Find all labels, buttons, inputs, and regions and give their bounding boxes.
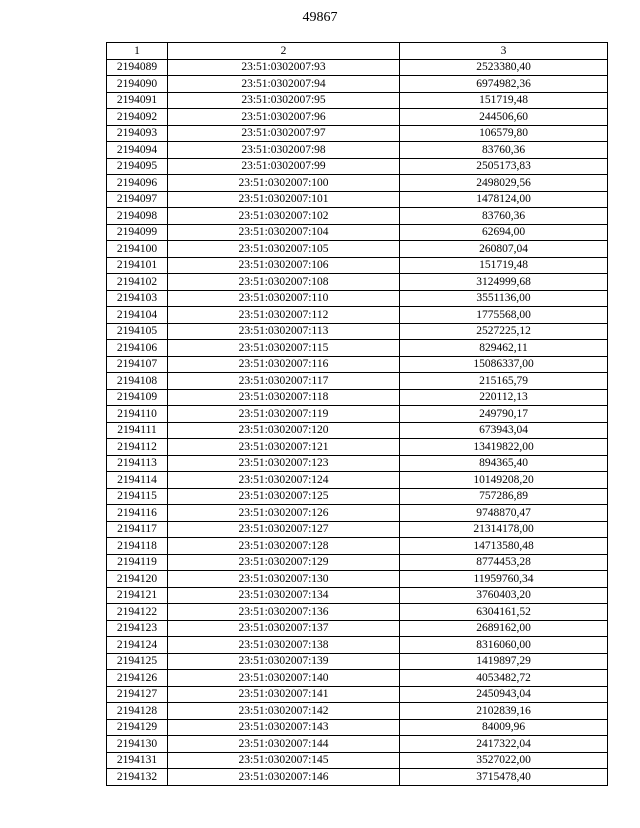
value-cell: 3527022,00 xyxy=(400,752,608,769)
table-row xyxy=(107,571,608,588)
row-number-cell: 2194103 xyxy=(107,290,168,307)
row-number-cell: 2194110 xyxy=(107,406,168,423)
table-row xyxy=(107,439,608,456)
value-cell: 894365,40 xyxy=(400,455,608,472)
row-number-cell: 2194100 xyxy=(107,241,168,258)
column-header-2: 2 xyxy=(168,43,400,60)
row-number-cell: 2194125 xyxy=(107,653,168,670)
value-cell: 1419897,29 xyxy=(400,653,608,670)
row-number-cell: 2194109 xyxy=(107,389,168,406)
table-row xyxy=(107,191,608,208)
value-cell: 2102839,16 xyxy=(400,703,608,720)
row-number-cell: 2194122 xyxy=(107,604,168,621)
row-number-cell: 2194117 xyxy=(107,521,168,538)
value-cell: 1775568,00 xyxy=(400,307,608,324)
cadastral-number-cell: 23:51:0302007:118 xyxy=(168,389,400,406)
value-cell: 6304161,52 xyxy=(400,604,608,621)
value-cell: 8316060,00 xyxy=(400,637,608,654)
value-cell: 3760403,20 xyxy=(400,587,608,604)
row-number-cell: 2194101 xyxy=(107,257,168,274)
row-number-cell: 2194126 xyxy=(107,670,168,687)
value-cell: 2498029,56 xyxy=(400,175,608,192)
table-row xyxy=(107,620,608,637)
row-number-cell: 2194131 xyxy=(107,752,168,769)
row-number-cell: 2194102 xyxy=(107,274,168,291)
cadastral-number-cell: 23:51:0302007:145 xyxy=(168,752,400,769)
table-row xyxy=(107,175,608,192)
cadastral-number-cell: 23:51:0302007:137 xyxy=(168,620,400,637)
value-cell: 9748870,47 xyxy=(400,505,608,522)
page-number: 49867 xyxy=(302,10,338,25)
value-cell: 2417322,04 xyxy=(400,736,608,753)
row-number-cell: 2194096 xyxy=(107,175,168,192)
data-table xyxy=(106,42,608,786)
cadastral-number-cell: 23:51:0302007:138 xyxy=(168,637,400,654)
row-number-cell: 2194097 xyxy=(107,191,168,208)
table-row xyxy=(107,274,608,291)
header-row xyxy=(107,43,608,60)
cadastral-number-cell: 23:51:0302007:123 xyxy=(168,455,400,472)
cadastral-number-cell: 23:51:0302007:120 xyxy=(168,422,400,439)
table-row xyxy=(107,208,608,225)
cadastral-number-cell: 23:51:0302007:99 xyxy=(168,158,400,175)
table-row xyxy=(107,406,608,423)
column-header-1: 1 xyxy=(107,43,168,60)
row-number-cell: 2194098 xyxy=(107,208,168,225)
table-row xyxy=(107,125,608,142)
value-cell: 220112,13 xyxy=(400,389,608,406)
cadastral-number-cell: 23:51:0302007:130 xyxy=(168,571,400,588)
row-number-cell: 2194113 xyxy=(107,455,168,472)
row-number-cell: 2194119 xyxy=(107,554,168,571)
row-number-cell: 2194115 xyxy=(107,488,168,505)
value-cell: 3551136,00 xyxy=(400,290,608,307)
row-number-cell: 2194123 xyxy=(107,620,168,637)
cadastral-number-cell: 23:51:0302007:119 xyxy=(168,406,400,423)
table-row xyxy=(107,422,608,439)
table-row xyxy=(107,521,608,538)
row-number-cell: 2194121 xyxy=(107,587,168,604)
row-number-cell: 2194092 xyxy=(107,109,168,126)
table-row xyxy=(107,554,608,571)
value-cell: 673943,04 xyxy=(400,422,608,439)
row-number-cell: 2194130 xyxy=(107,736,168,753)
value-cell: 10149208,20 xyxy=(400,472,608,489)
table-row xyxy=(107,637,608,654)
value-cell: 62694,00 xyxy=(400,224,608,241)
row-number-cell: 2194106 xyxy=(107,340,168,357)
cadastral-number-cell: 23:51:0302007:96 xyxy=(168,109,400,126)
table-row xyxy=(107,488,608,505)
row-number-cell: 2194094 xyxy=(107,142,168,159)
cadastral-number-cell: 23:51:0302007:108 xyxy=(168,274,400,291)
value-cell: 1478124,00 xyxy=(400,191,608,208)
table-row xyxy=(107,653,608,670)
cadastral-number-cell: 23:51:0302007:121 xyxy=(168,439,400,456)
cadastral-number-cell: 23:51:0302007:144 xyxy=(168,736,400,753)
cadastral-number-cell: 23:51:0302007:110 xyxy=(168,290,400,307)
cadastral-number-cell: 23:51:0302007:104 xyxy=(168,224,400,241)
value-cell: 2689162,00 xyxy=(400,620,608,637)
value-cell: 83760,36 xyxy=(400,142,608,159)
value-cell: 106579,80 xyxy=(400,125,608,142)
table-row xyxy=(107,158,608,175)
cadastral-number-cell: 23:51:0302007:101 xyxy=(168,191,400,208)
value-cell: 260807,04 xyxy=(400,241,608,258)
value-cell: 8774453,28 xyxy=(400,554,608,571)
table-row xyxy=(107,307,608,324)
value-cell: 151719,48 xyxy=(400,92,608,109)
table-row xyxy=(107,703,608,720)
cadastral-number-cell: 23:51:0302007:124 xyxy=(168,472,400,489)
cadastral-number-cell: 23:51:0302007:116 xyxy=(168,356,400,373)
value-cell: 83760,36 xyxy=(400,208,608,225)
value-cell: 215165,79 xyxy=(400,373,608,390)
cadastral-number-cell: 23:51:0302007:98 xyxy=(168,142,400,159)
table-row xyxy=(107,389,608,406)
row-number-cell: 2194108 xyxy=(107,373,168,390)
table-row xyxy=(107,241,608,258)
cadastral-number-cell: 23:51:0302007:93 xyxy=(168,59,400,76)
value-cell: 2505173,83 xyxy=(400,158,608,175)
cadastral-number-cell: 23:51:0302007:140 xyxy=(168,670,400,687)
table-row xyxy=(107,356,608,373)
table-row xyxy=(107,604,608,621)
table-row xyxy=(107,340,608,357)
cadastral-number-cell: 23:51:0302007:117 xyxy=(168,373,400,390)
cadastral-number-cell: 23:51:0302007:97 xyxy=(168,125,400,142)
row-number-cell: 2194093 xyxy=(107,125,168,142)
table-row xyxy=(107,109,608,126)
table-row xyxy=(107,752,608,769)
table-row xyxy=(107,719,608,736)
cadastral-number-cell: 23:51:0302007:128 xyxy=(168,538,400,555)
row-number-cell: 2194132 xyxy=(107,769,168,786)
table-row xyxy=(107,76,608,93)
value-cell: 4053482,72 xyxy=(400,670,608,687)
table-body xyxy=(107,59,608,785)
value-cell: 2527225,12 xyxy=(400,323,608,340)
row-number-cell: 2194111 xyxy=(107,422,168,439)
value-cell: 14713580,48 xyxy=(400,538,608,555)
table-row xyxy=(107,290,608,307)
value-cell: 2450943,04 xyxy=(400,686,608,703)
table-row xyxy=(107,257,608,274)
value-cell: 21314178,00 xyxy=(400,521,608,538)
row-number-cell: 2194090 xyxy=(107,76,168,93)
cadastral-number-cell: 23:51:0302007:142 xyxy=(168,703,400,720)
cadastral-number-cell: 23:51:0302007:112 xyxy=(168,307,400,324)
cadastral-number-cell: 23:51:0302007:126 xyxy=(168,505,400,522)
cadastral-number-cell: 23:51:0302007:141 xyxy=(168,686,400,703)
cadastral-number-cell: 23:51:0302007:134 xyxy=(168,587,400,604)
table-row xyxy=(107,59,608,76)
row-number-cell: 2194089 xyxy=(107,59,168,76)
cadastral-number-cell: 23:51:0302007:136 xyxy=(168,604,400,621)
value-cell: 829462,11 xyxy=(400,340,608,357)
value-cell: 757286,89 xyxy=(400,488,608,505)
row-number-cell: 2194124 xyxy=(107,637,168,654)
row-number-cell: 2194091 xyxy=(107,92,168,109)
value-cell: 151719,48 xyxy=(400,257,608,274)
row-number-cell: 2194104 xyxy=(107,307,168,324)
row-number-cell: 2194105 xyxy=(107,323,168,340)
cadastral-number-cell: 23:51:0302007:113 xyxy=(168,323,400,340)
value-cell: 3715478,40 xyxy=(400,769,608,786)
row-number-cell: 2194128 xyxy=(107,703,168,720)
cadastral-number-cell: 23:51:0302007:94 xyxy=(168,76,400,93)
value-cell: 11959760,34 xyxy=(400,571,608,588)
value-cell: 84009,96 xyxy=(400,719,608,736)
row-number-cell: 2194095 xyxy=(107,158,168,175)
table-row xyxy=(107,505,608,522)
table-row xyxy=(107,686,608,703)
table-header xyxy=(107,43,608,60)
value-cell: 3124999,68 xyxy=(400,274,608,291)
row-number-cell: 2194116 xyxy=(107,505,168,522)
cadastral-number-cell: 23:51:0302007:146 xyxy=(168,769,400,786)
table-row xyxy=(107,142,608,159)
row-number-cell: 2194129 xyxy=(107,719,168,736)
value-cell: 6974982,36 xyxy=(400,76,608,93)
cadastral-number-cell: 23:51:0302007:102 xyxy=(168,208,400,225)
table-row xyxy=(107,323,608,340)
cadastral-number-cell: 23:51:0302007:125 xyxy=(168,488,400,505)
row-number-cell: 2194114 xyxy=(107,472,168,489)
row-number-cell: 2194112 xyxy=(107,439,168,456)
table-row xyxy=(107,373,608,390)
cadastral-number-cell: 23:51:0302007:106 xyxy=(168,257,400,274)
table-row xyxy=(107,472,608,489)
value-cell: 249790,17 xyxy=(400,406,608,423)
value-cell: 13419822,00 xyxy=(400,439,608,456)
row-number-cell: 2194118 xyxy=(107,538,168,555)
table-row xyxy=(107,670,608,687)
cadastral-number-cell: 23:51:0302007:127 xyxy=(168,521,400,538)
table-row xyxy=(107,92,608,109)
row-number-cell: 2194099 xyxy=(107,224,168,241)
value-cell: 244506,60 xyxy=(400,109,608,126)
cadastral-number-cell: 23:51:0302007:100 xyxy=(168,175,400,192)
cadastral-number-cell: 23:51:0302007:95 xyxy=(168,92,400,109)
cadastral-number-cell: 23:51:0302007:115 xyxy=(168,340,400,357)
table-row xyxy=(107,769,608,786)
row-number-cell: 2194107 xyxy=(107,356,168,373)
table-row xyxy=(107,736,608,753)
value-cell: 15086337,00 xyxy=(400,356,608,373)
row-number-cell: 2194120 xyxy=(107,571,168,588)
table-row xyxy=(107,224,608,241)
column-header-3: 3 xyxy=(400,43,608,60)
cadastral-number-cell: 23:51:0302007:139 xyxy=(168,653,400,670)
table-row xyxy=(107,455,608,472)
cadastral-number-cell: 23:51:0302007:143 xyxy=(168,719,400,736)
table-row xyxy=(107,538,608,555)
table-row xyxy=(107,587,608,604)
value-cell: 2523380,40 xyxy=(400,59,608,76)
cadastral-number-cell: 23:51:0302007:129 xyxy=(168,554,400,571)
row-number-cell: 2194127 xyxy=(107,686,168,703)
cadastral-number-cell: 23:51:0302007:105 xyxy=(168,241,400,258)
